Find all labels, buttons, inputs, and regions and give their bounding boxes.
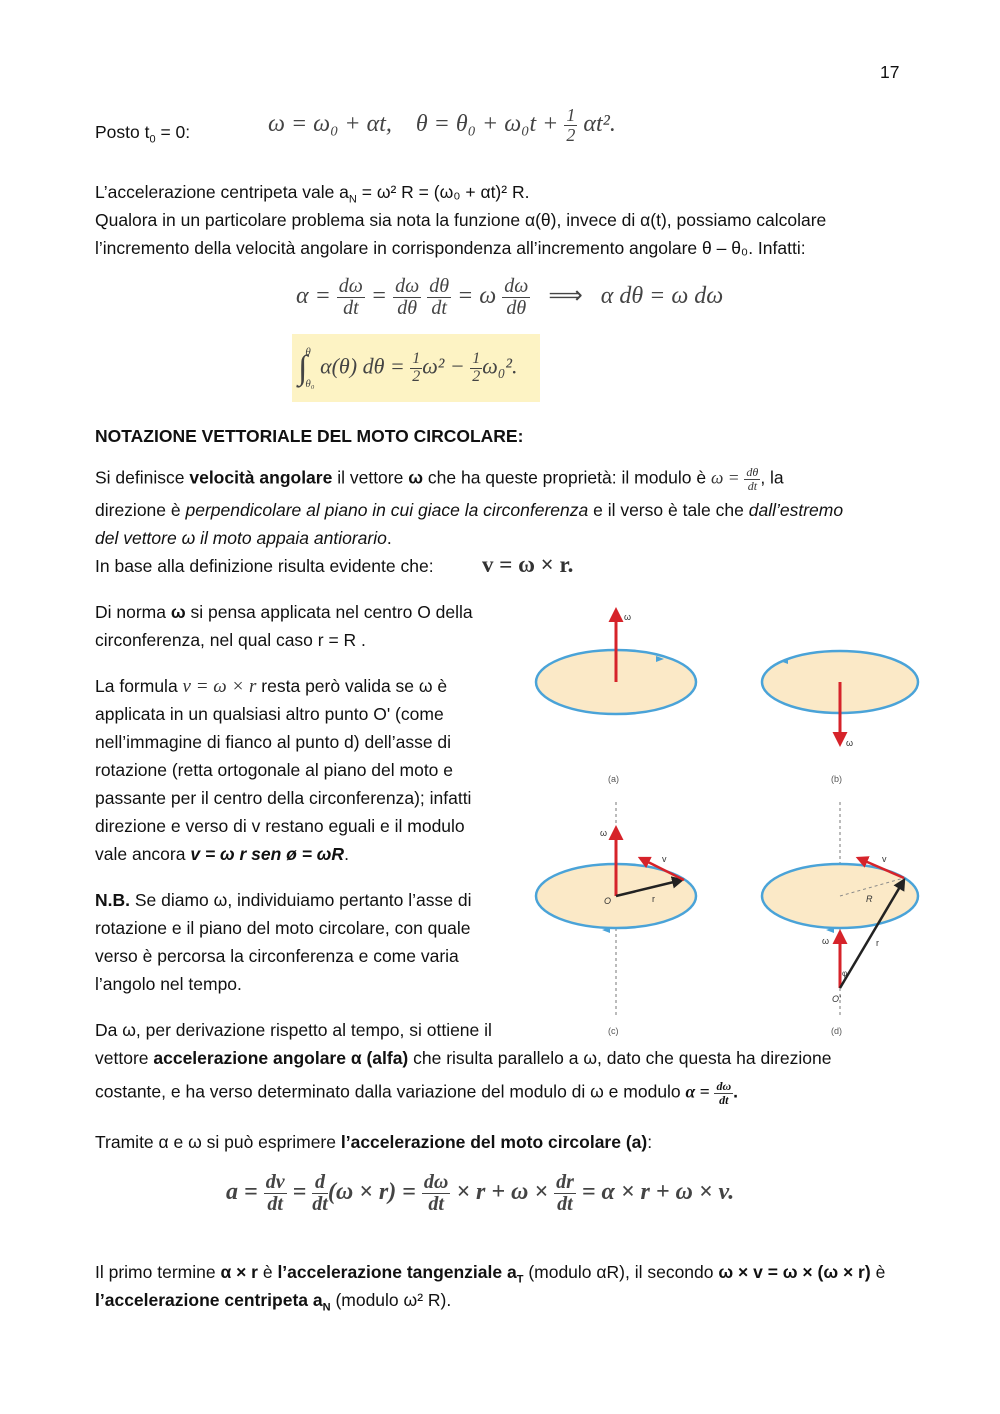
para-centripeta [95, 182, 529, 206]
r-big-label-d: R [866, 894, 873, 904]
panel-c [536, 802, 696, 1036]
omega-label-d: ω [822, 936, 830, 946]
posto-rest: = 0: [155, 122, 191, 142]
vel-fn: dθ [746, 465, 759, 479]
f4-end: = α × r + ω × v. [581, 1179, 735, 1206]
para-vel-1 [95, 466, 784, 492]
f4-f3n: dω [423, 1171, 449, 1193]
para-tramite [95, 1132, 652, 1153]
f4-f1d: dt [267, 1193, 283, 1215]
f4-f3d: dt [428, 1193, 444, 1215]
f2-f4n: dω [504, 275, 529, 297]
norma-1b: ω [170, 602, 186, 622]
vel-c: il vettore [332, 467, 409, 488]
o-label-c: O [604, 896, 612, 906]
formula-kinematics [268, 106, 616, 145]
f2-frac3 [427, 276, 451, 319]
posto-sub: 0 [149, 133, 156, 146]
centripeta-sub: N [348, 193, 357, 206]
page-number: 17 [880, 62, 900, 82]
vel-2d: dall’estremo [748, 500, 844, 520]
formula-integral-box [292, 334, 540, 402]
f3-w1: ω² − [422, 353, 465, 379]
f2-f3n: dθ [429, 275, 450, 297]
f2-alpha: α = [296, 283, 331, 310]
omega-label-b: ω [846, 738, 854, 748]
r-label-d: r [876, 938, 879, 948]
da-2c: che risulta parallelo a ω, dato che questa ha direzione [408, 1048, 832, 1068]
vel-3: del vettore ω il moto appaia antiorario [95, 528, 387, 548]
vel-b: velocità angolare [189, 467, 333, 488]
vel-f: , la [760, 467, 784, 488]
f3-w2: ω₀². [482, 353, 518, 379]
phi-label-d: φ [842, 969, 848, 978]
para-da-2 [95, 1048, 832, 1069]
f4-frac1 [264, 1172, 287, 1215]
f2-frac2 [393, 276, 421, 319]
da-3b: α = [685, 1081, 710, 1102]
rotation-figure [520, 596, 920, 1040]
f4-a: a = [226, 1179, 258, 1206]
para-vel-2 [95, 500, 843, 521]
f3-h1n: 1 [412, 350, 421, 368]
vel-a: Si definisce [95, 467, 190, 488]
final-1sub: T [516, 1273, 524, 1286]
f3-upper: θ [305, 346, 311, 358]
formula1-right-b: αt². [583, 110, 616, 137]
formula1-den: 2 [566, 124, 576, 145]
nb-1a: N.B. [95, 890, 130, 910]
panel-label-c: (c) [608, 1026, 619, 1036]
f2-f4d: dθ [506, 297, 527, 319]
formula1-num: 1 [566, 105, 576, 125]
panel-b [762, 651, 918, 784]
panel-label-d: (d) [831, 1026, 842, 1036]
pf-7c: . [344, 844, 349, 864]
omega-label-a: ω [624, 612, 632, 622]
oprime-label-d: O' [832, 994, 841, 1004]
f4-mid: × r + ω × [456, 1179, 549, 1206]
final-2b: (modulo ω² R). [330, 1290, 452, 1310]
vel-fd: dt [747, 478, 758, 493]
vel-2c: e il verso è tale che [588, 500, 749, 520]
pf-7b: v = ω r sen ø = ωR [190, 844, 345, 864]
formula1-frac [564, 106, 577, 145]
f4-f2n: d [312, 1172, 328, 1194]
final-1f: ω × v = ω × (ω × r) [718, 1262, 871, 1282]
para-formula-7 [95, 844, 349, 865]
formula-alpha-chain [296, 276, 723, 319]
centripeta-text: L’accelerazione centripeta vale a [95, 182, 349, 202]
f3-half2 [470, 351, 482, 386]
para-formula-5: passante per il centro della circonferenza); infatti [95, 788, 472, 808]
norma-1a: Di norma [95, 602, 171, 622]
final-1c: è [257, 1262, 278, 1282]
r-label-c: r [652, 894, 655, 904]
f2-f2d: dθ [397, 297, 418, 319]
f4-frac2 [312, 1172, 328, 1215]
da-3c: . [733, 1081, 738, 1102]
da-fd: dt [719, 1092, 729, 1107]
f2-result: α dθ = ω dω [600, 283, 724, 310]
final-1e: (modulo αR), il secondo [523, 1262, 719, 1282]
formula-acceleration [226, 1172, 734, 1215]
para-nb-2: rotazione e il piano del moto circolare, con quale [95, 918, 471, 938]
f4-frac4 [554, 1172, 576, 1215]
f4-f4d: dt [557, 1193, 573, 1215]
da-2b: accelerazione angolare α (alfa) [153, 1048, 409, 1068]
para-alpha-theta-2: l’incremento della velocità angolare in corrispondenza all’incremento angolare θ – θ₀. Infatti: [95, 238, 806, 258]
panel-label-b: (b) [831, 774, 842, 784]
vel-frac [744, 466, 760, 492]
para-nb-3: verso è percorsa la circonferenza e come varia [95, 946, 459, 966]
da-2a: vettore [95, 1048, 154, 1068]
centripeta-rest: = ω² R = (ω₀ + αt)² R. [356, 182, 530, 202]
f3-h2d: 2 [472, 368, 481, 386]
f4-f2d: dt [312, 1193, 328, 1215]
vel-2b: perpendicolare al piano in cui giace la circonferenza [185, 500, 589, 520]
f2-frac4 [502, 276, 530, 319]
f2-f3d: dt [431, 297, 447, 319]
f3-half1 [410, 351, 422, 386]
f4-f1n: dv [265, 1171, 285, 1193]
tramite-c: : [647, 1132, 653, 1152]
f2-frac1 [337, 276, 365, 319]
para-norma-2: circonferenza, nel qual caso r = R . [95, 630, 366, 650]
tramite-b: l’accelerazione del moto circolare (a) [340, 1132, 648, 1152]
para-formula-2: applicata in un qualsiasi altro punto O' (come [95, 704, 444, 724]
omega-label-c: ω [600, 828, 608, 838]
pf-7a: vale ancora [95, 844, 191, 864]
f2-f2n: dω [395, 275, 420, 297]
para-nb-4: l’angolo nel tempo. [95, 974, 242, 994]
para-alpha-theta-1: Qualora in un particolare problema sia nota la funzione α(θ), invece di α(t), possiamo calcolare [95, 210, 827, 230]
posto-label: Posto t [95, 122, 150, 142]
f3-limits [305, 344, 314, 393]
section-title: NOTAZIONE VETTORIALE DEL MOTO CIRCOLARE: [95, 426, 524, 446]
f3-h2n: 1 [472, 350, 481, 368]
f2-f1d: dt [343, 297, 359, 319]
panel-label-a: (a) [608, 774, 619, 784]
f4-f4n: dr [556, 1171, 574, 1193]
norma-1c: si pensa applicata nel centro O della [185, 602, 473, 622]
formula1-right-a: θ = θ₀ + ω₀t + [415, 110, 559, 137]
para-da-1: Da ω, per derivazione rispetto al tempo, si ottiene il [95, 1020, 492, 1040]
vel-3end: . [386, 528, 392, 548]
pf-1m: v = ω × r [182, 676, 257, 697]
pf-1a: La formula [95, 676, 183, 696]
f3-body: α(θ) dθ = [320, 353, 405, 379]
f2-f1n: dω [338, 275, 363, 297]
f4-eq1: = [292, 1179, 307, 1206]
panel-a [536, 610, 696, 784]
panel-d [762, 802, 918, 1036]
final-1b: α × r [220, 1262, 258, 1282]
para-formula-6: direzione e verso di v restano eguali e il modulo [95, 816, 465, 836]
para-final-1 [95, 1262, 885, 1286]
vel-eq: ω = [710, 467, 740, 488]
para-vel-3 [95, 528, 392, 549]
para-formula-4: rotazione (retta ortogonale al piano del moto e [95, 760, 454, 780]
final-1a: Il primo termine [95, 1262, 221, 1282]
f2-eq1: = [370, 283, 388, 310]
f2-arrow: ⟹ [548, 283, 583, 310]
formula1-left: ω = ω₀ + αt, [268, 110, 392, 137]
nb-1b: Se diamo ω, individuiamo pertanto l’asse di [130, 890, 472, 910]
para-norma-1 [95, 602, 473, 623]
final-2sub: N [322, 1301, 331, 1314]
da-frac [714, 1080, 733, 1106]
f2-eq2: = ω [457, 283, 497, 310]
v-label-c: v [662, 854, 667, 864]
para-final-2 [95, 1290, 451, 1314]
pf-1b: resta però valida se ω è [256, 676, 448, 696]
f4-paren: (ω × r) = [327, 1179, 416, 1206]
vel-2a: direzione è [95, 500, 186, 520]
f3-h1d: 2 [412, 368, 421, 386]
da-fn: dω [716, 1079, 732, 1093]
para-da-3 [95, 1080, 738, 1106]
vel-e: che ha queste proprietà: il modulo è [423, 467, 711, 488]
f4-frac3 [422, 1172, 450, 1215]
tramite-a: Tramite α e ω si può esprimere [95, 1132, 341, 1152]
formula-integral [298, 344, 518, 393]
final-1d: l’accelerazione tangenziale a [277, 1262, 517, 1282]
final-2a: l’accelerazione centripeta a [95, 1290, 323, 1310]
para-formula-3: nell’immagine di fianco al punto d) dell’asse di [95, 732, 452, 752]
final-1g: è [870, 1262, 886, 1282]
formula-v-omega-r: v = ω × r. [482, 552, 574, 577]
f3-integral: ∫ [298, 349, 308, 387]
da-3a: costante, e ha verso determinato dalla variazione del modulo di ω e modulo [95, 1081, 686, 1102]
v-label-d: v [882, 854, 887, 864]
para-base: In base alla definizione risulta evidente che: [95, 556, 434, 576]
para-formula-1 [95, 676, 447, 698]
posto-line [95, 122, 190, 146]
para-nb-1 [95, 890, 471, 911]
f3-lower: θ₀ [305, 377, 315, 390]
vel-d: ω [408, 467, 424, 488]
